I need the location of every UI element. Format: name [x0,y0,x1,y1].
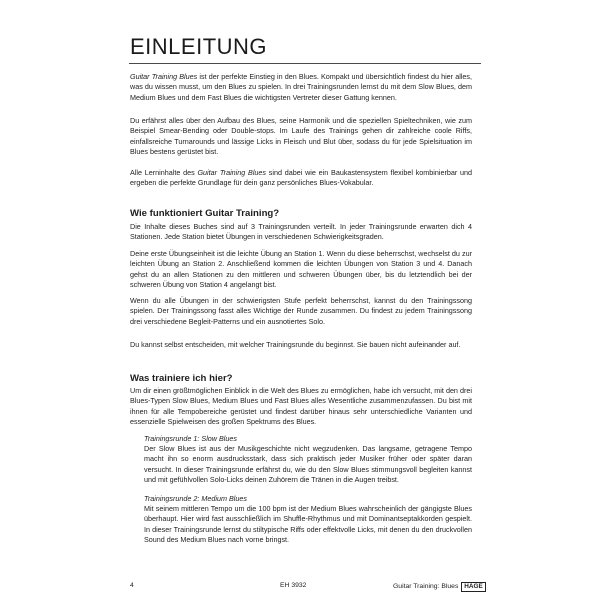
section2-paragraph-1: Um dir einen größtmöglichen Einblick in die Welt des Blues zu ermöglichen, habe ich versucht, mit den drei Blues-Typen Slow Blues, Medium Blues und Fast Blues alles Wesentliche zusammenzufassen. Du bist mit ihnen für alle Tempobereiche gerüstet und findest darüber hinaus sehr unterschiedliche Varianten und essenzielle Spielweisen des großen Spektrums des Blues. [130,386,472,427]
page-title: EINLEITUNG [130,34,268,59]
footer-series [393,582,486,592]
publisher-logo: HAGE [461,582,485,592]
intro-paragraph-3: Alle Lerninhalte des Guitar Training Blues sind dabei wie ein Baukastensystem flexibel kombinierbar und ergeben die perfekte Grundlage für dein ganz persönliches Blues-Vokabular. [130,168,472,188]
section1-paragraph-2: Deine erste Übungseinheit ist die leichte Übung an Station 1. Wenn du diese beherrschst, wechselst du zur leichten Übung an Station 2. Anschließend kommen die leichten Übungen von Station 3 und 4. Danach gehst du an allen Stationen zu den mittleren und schweren Übungen über, bis du letztendlich bei der schweren Übung von Station 4 angelangt bist. [130,249,472,290]
book-title-emphasis: Guitar Training Blues [197,168,267,177]
round-2-title: Trainingsrunde 2: Medium Blues [144,494,247,503]
section-heading-how-it-works: Wie funktioniert Guitar Training? [130,208,280,219]
series-title: Guitar Training: Blues [393,583,459,590]
intro-paragraph-2: Du erfährst alles über den Aufbau des Blues, seine Harmonik und die speziellen Spieltechniken, wie zum Beispiel Smear-Bending oder Double-stops. Im Laufe des Trainings gehen dir zahlreiche coole Riffs, einfallsreiche Turnarounds und lässige Licks in Fleisch und Blut über, sodass du für jede Spielsituation im Blues bestens gerüstet bist. [130,116,472,157]
catalog-number: EH 3932 [280,582,307,589]
round-2-text: Mit seinem mittleren Tempo um die 100 bpm ist der Medium Blues wahrscheinlich der gängigste Blues überhaupt. Hier wird fast ausschließlich im Shuffle-Rhythmus und mit Dominantseptakkorden gespielt. In dieser Trainingsrunde lernst du stiltypische Riffs oder effektvolle Licks, mit denen du den druckvollen Sound des Medium Blues nach vorne bringst. [144,504,472,545]
section-heading-what-train: Was trainiere ich hier? [130,373,233,384]
section1-paragraph-3: Wenn du alle Übungen in der schwierigsten Stufe perfekt beherrschst, kannst du den Trainingssong spielen. Der Trainingssong fasst alles Wichtige der Runde zusammen. Du findest zu jedem Trainingssong drei verschiedene Begleit-Patterns und ein ausnotiertes Solo. [130,296,472,326]
round-1-text: Der Slow Blues ist aus der Musikgeschichte nicht wegzudenken. Das langsame, getragene Tempo macht ihn so enorm ausdrucksstark, dass sich praktisch jeder Musiker früher oder später daran versucht. In dieser Trainingsrunde erfährst du, wie du den Slow Blues stimmungsvoll begleiten kannst und mit gefühlvollen Solo-Licks deinen Zuhörern die Tränen in die Augen treibst. [144,444,472,485]
intro-paragraph-1: Guitar Training Blues ist der perfekte Einstieg in den Blues. Kompakt und übersichtlich findest du hier alles, was du wissen musst, um den Blues zu spielen. In drei Trainingsrunden lernst du mit dem Slow Blues, dem Medium Blues und dem Fast Blues die wichtigsten Vertreter dieser Gattung kennen. [130,72,472,102]
title-divider [129,63,481,64]
section1-paragraph-4: Du kannst selbst entscheiden, mit welcher Trainingsrunde du beginnst. Sie bauen nicht aufeinander auf. [130,340,461,349]
round-1-title: Trainingsrunde 1: Slow Blues [144,434,237,443]
book-title-emphasis: Guitar Training Blues [130,72,198,81]
page-number: 4 [130,582,134,589]
section1-paragraph-1: Die Inhalte dieses Buches sind auf 3 Trainingsrunden verteilt. In jeder Trainingsrunde erwarten dich 4 Stationen. Jede Station bietet Übungen in verschiedenen Schwierigkeitsgraden. [130,222,472,242]
